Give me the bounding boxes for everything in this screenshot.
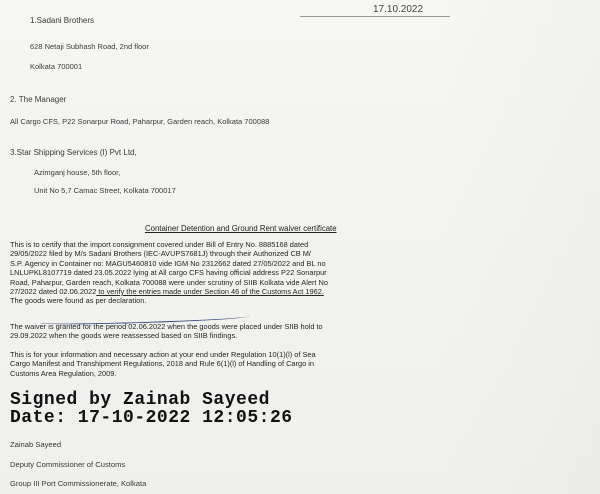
signatory-name: Zainab Sayeed (10, 440, 62, 449)
paragraph-1-line: The goods were found as per declaration. (10, 296, 147, 306)
certificate-paragraph-1 (10, 240, 328, 306)
paragraph-1-line: 29/05/2022 filed by M/s Sadani Brothers (IEC-AVUPS7681J) through their Authorized CB M/ (10, 249, 311, 259)
header-rule (300, 16, 450, 17)
addressee-3-street: Unit No 5,7 Camac Street, Kolkata 700017 (34, 186, 176, 195)
digital-signature-date: Date: 17-10-2022 12:05:26 (10, 408, 293, 428)
paragraph-3-line: Customs Area Regulation, 2009. (10, 368, 117, 378)
paragraph-1-line (10, 287, 328, 296)
scan-shading (440, 0, 600, 494)
addressee-1-street: 628 Netaji Subhash Road, 2nd floor (30, 42, 149, 51)
paragraph-2-line: 29.09.2022 when the goods were reassessed based on SIIB findings. (10, 331, 238, 341)
verification-clause: to verify the entries made under Section 46 of the Customs Act 1962. (96, 287, 324, 297)
paragraph-3-line: This is for your information and necessary action at your end under Regulation 10(1)(l) of Sea (10, 350, 316, 359)
digital-signature-name: Signed by Zainab Sayeed (10, 390, 270, 410)
certificate-paragraph-3 (10, 350, 316, 378)
addressee-2-title: 2. The Manager (10, 95, 67, 104)
certificate-paragraph-2 (10, 322, 323, 341)
signatory-office: Group III Port Commissionerate, Kolkata (10, 479, 147, 488)
addressee-1-city: Kolkata 700001 (30, 62, 83, 71)
addressee-3-building: Azimganj house, 5th floor, (34, 168, 121, 177)
certificate-title: Container Detention and Ground Rent waiver certificate (145, 224, 337, 233)
paragraph-2-line: The waiver is granted for the period 02.06.2022 when the goods were placed under SIIB hold to (10, 322, 323, 331)
paragraph-1-line: This is to certify that the import consignment covered under Bill of Entry No. 8885168 dated (10, 240, 309, 249)
paragraph-1-line: LNLUPKL8107719 dated 23.05.2022 lying at All cargo CFS having official address P22 Sonarpur (10, 268, 327, 278)
addressee-1-name: 1.Sadani Brothers (30, 16, 95, 25)
header-date: 17.10.2022 (373, 4, 424, 15)
alert-reference: 27/2022 dated 02.06.2022 (10, 287, 97, 297)
paragraph-1-line: Road, Paharpur, Garden reach, Kolkata 700088 were under scrutiny of SIIB Kolkata vide Alert No (10, 277, 328, 287)
addressee-3-name: 3.Star Shipping Services (I) Pvt Ltd, (10, 148, 137, 157)
signatory-designation: Deputy Commissioner of Customs (10, 460, 126, 469)
addressee-2-address: All Cargo CFS, P22 Sonarpur Road, Paharpur, Garden reach, Kolkata 700088 (10, 117, 270, 126)
paragraph-3-line: Cargo Manifest and Transhipment Regulations, 2018 and Rule 6(1)(l) of Handling of Cargo in (10, 359, 315, 369)
paragraph-1-line: S.P. Agency in Container no: MAGU5460810 vide IGM No 2312662 dated 27/05/2022 and BL no (10, 258, 326, 268)
